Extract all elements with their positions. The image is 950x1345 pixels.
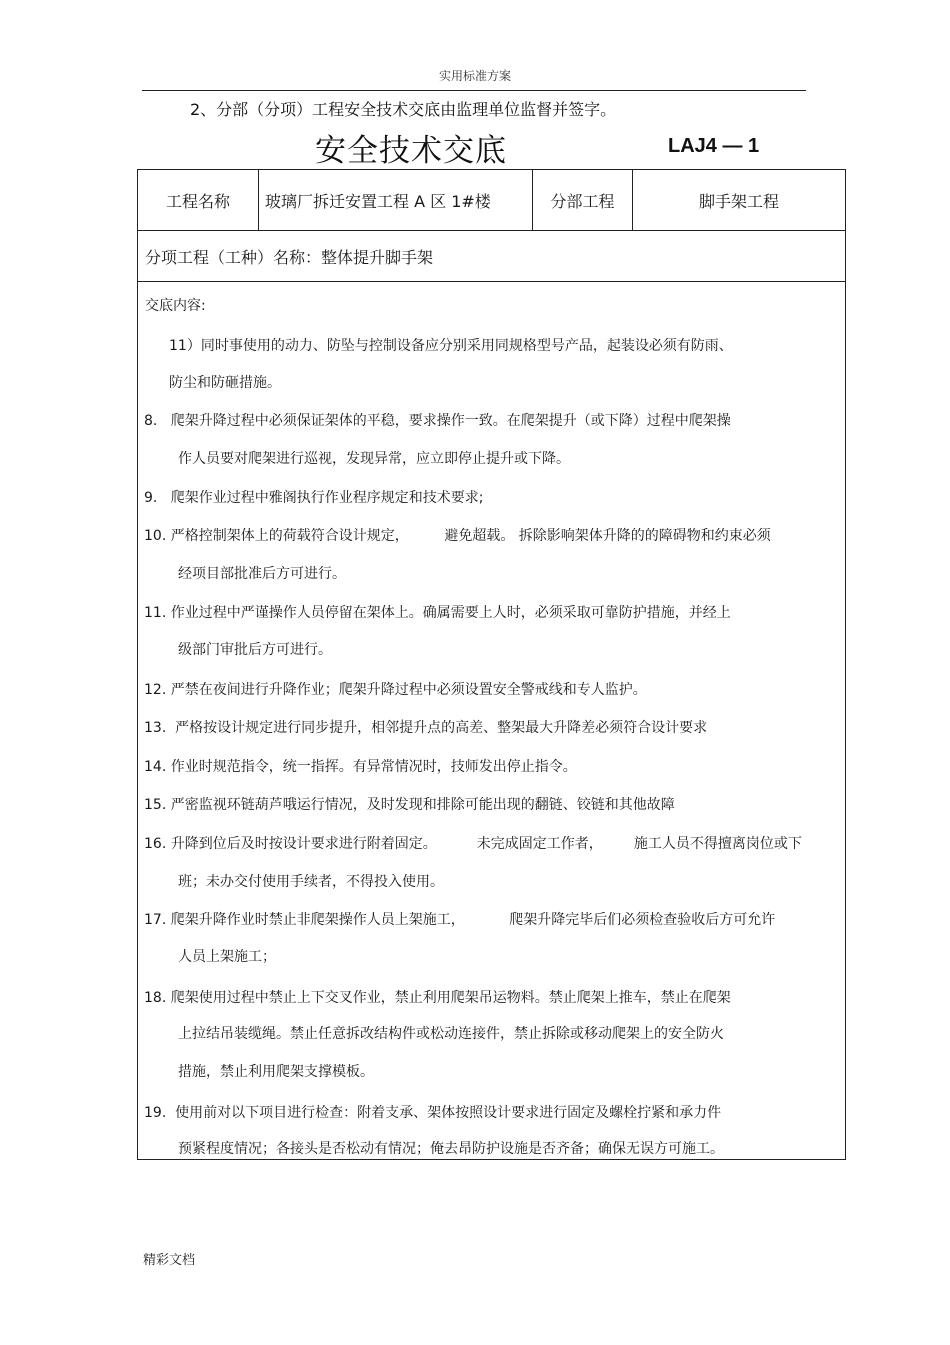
content-line: 10. 严格控制架体上的荷载符合设计规定， 避免超载。 拆除影响架体升降的的障碍物和约束必须 bbox=[144, 528, 771, 544]
content-line: 16. 升降到位后及时按设计要求进行附着固定。 未完成固定工作者， 施工人员不得擅离岗位或下 bbox=[144, 836, 802, 852]
division-value: 脚手架工程 bbox=[698, 191, 779, 211]
disclosure-content bbox=[138, 282, 845, 1160]
project-name-value: 玻璃厂拆迁安置工程 A 区 1#楼 bbox=[259, 170, 533, 230]
division-label: 分部工程 bbox=[533, 170, 633, 230]
content-line: 8. 爬架升降过程中必须保证架体的平稳，要求操作一致。在爬架提升（或下降）过程中爬架操 bbox=[144, 413, 731, 429]
content-line: 防尘和防砸措施。 bbox=[169, 375, 281, 391]
content-line: 上拉结吊装缆绳。禁止任意拆改结构件或松动连接件，禁止拆除或移动爬架上的安全防火 bbox=[178, 1026, 724, 1042]
content-line: 17. 爬架升降作业时禁止非爬架操作人员上架施工， 爬架升降完毕后们必须检查验收后方可允许 bbox=[144, 912, 776, 928]
content-line: 15. 严密监视环链葫芦哦运行情况，及时发现和排除可能出现的翻链、铰链和其他故障 bbox=[144, 797, 675, 813]
project-info-row bbox=[138, 170, 845, 231]
content-line: 班；未办交付使用手续者，不得投入使用。 bbox=[178, 874, 444, 890]
content-line: 人员上架施工； bbox=[178, 949, 276, 965]
content-label: 交底内容: bbox=[145, 298, 206, 314]
project-name-label: 工程名称 bbox=[138, 170, 259, 230]
content-line: 18. 爬架使用过程中禁止上下交叉作业，禁止利用爬架吊运物料。禁止爬架上推车，禁止在爬架 bbox=[144, 990, 731, 1006]
subitem-row: 分项工程（工种）名称：整体提升脚手架 bbox=[138, 231, 845, 282]
content-line: 预紧程度情况；各接头是否松动有情况；俺去昂防护设施是否齐备；确保无误方可施工。 bbox=[178, 1141, 724, 1157]
content-line: 19. 使用前对以下项目进行检查：附着支承、架体按照设计要求进行固定及螺栓拧紧和承力件 bbox=[144, 1105, 722, 1121]
content-line: 11. 作业过程中严谨操作人员停留在架体上。确属需要上人时，必须采取可靠防护措施，并经上 bbox=[144, 605, 731, 621]
supervision-note: 2、分部（分项）工程安全技术交底由监理单位监督并签字。 bbox=[190, 100, 617, 119]
page-header: 实用标准方案 bbox=[438, 69, 511, 83]
content-line: 经项目部批准后方可进行。 bbox=[178, 566, 346, 582]
document-title: 安全技术交底 bbox=[315, 133, 507, 169]
content-line: 12. 严禁在夜间进行升降作业；爬架升降过程中必须设置安全警戒线和专人监护。 bbox=[144, 682, 647, 698]
page-footer: 精彩文档 bbox=[143, 1253, 196, 1268]
disclosure-form-table bbox=[137, 169, 846, 1160]
content-line: 作人员要对爬架进行巡视，发现异常，应立即停止提升或下降。 bbox=[178, 451, 570, 467]
document-code: LAJ4 — 1 bbox=[668, 135, 760, 157]
content-line: 措施，禁止利用爬架支撑模板。 bbox=[178, 1064, 374, 1080]
content-line: 11）同时事使用的动力、防坠与控制设备应分别采用同规格型号产品，起装设必须有防雨、 bbox=[169, 338, 733, 354]
content-line: 14. 作业时规范指令，统一指挥。有异常情况时，技师发出停止指令。 bbox=[144, 759, 577, 775]
content-line: 级部门审批后方可进行。 bbox=[178, 642, 332, 658]
header-divider bbox=[142, 90, 806, 91]
content-line: 9. 爬架作业过程中雅阁执行作业程序规定和技术要求; bbox=[144, 490, 484, 506]
content-line: 13. 严格按设计规定进行同步提升，相邻提升点的高差、整架最大升降差必须符合设计要求 bbox=[144, 720, 708, 736]
